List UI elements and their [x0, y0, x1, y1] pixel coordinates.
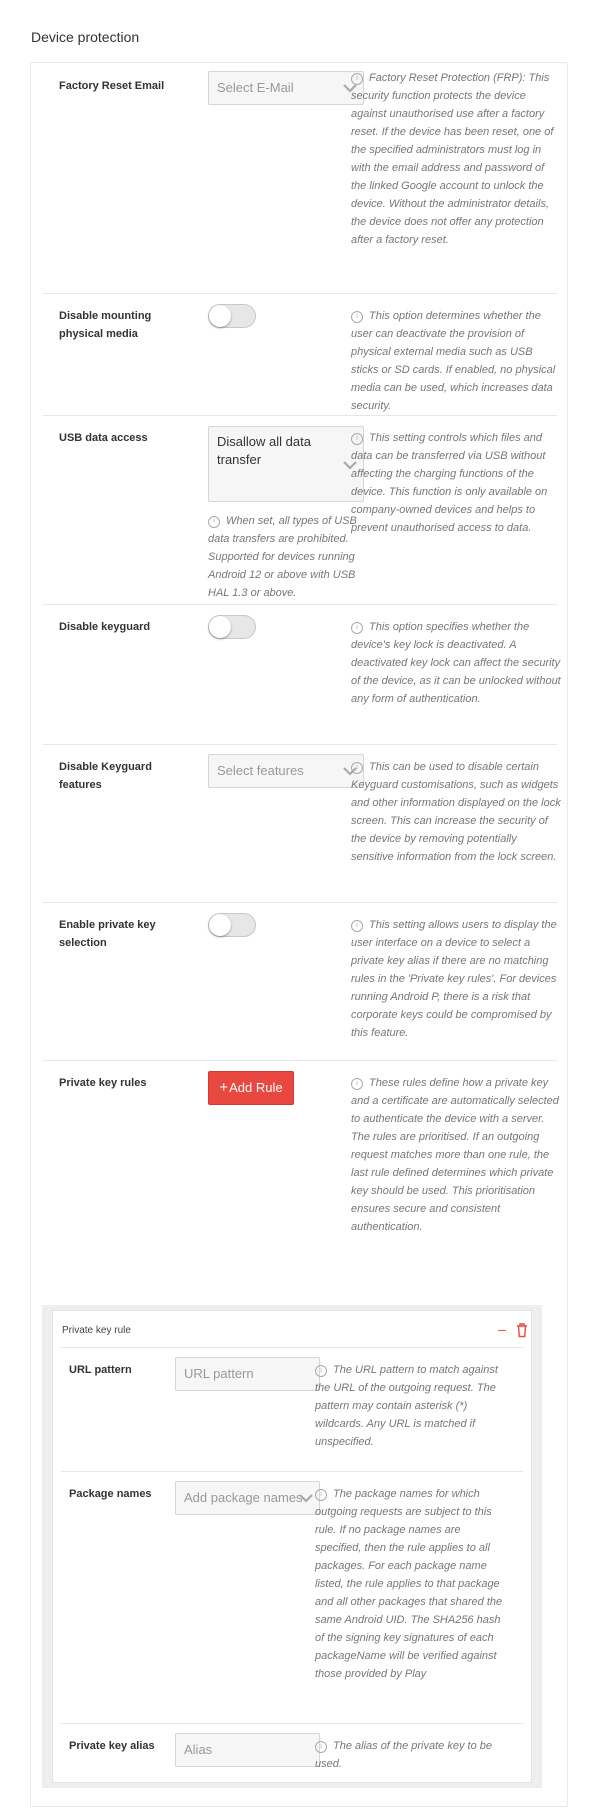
package-names-label: Package names	[69, 1488, 152, 1500]
info-icon: i	[351, 1078, 363, 1090]
disable-keyguard-label: Disable keyguard	[59, 621, 151, 633]
keyguard-features-select[interactable]	[208, 754, 364, 788]
disable-physical-media-help: i This option determines whether the user can deactivate the provision of physical external media such as USB sticks or SD cards. If enabled, no physical media can be used, which increases data security.	[351, 310, 556, 412]
info-icon: i	[351, 311, 363, 323]
add-rule-button[interactable]: +Add Rule	[208, 1071, 294, 1105]
info-icon: i	[351, 73, 363, 85]
info-icon: i	[208, 516, 220, 528]
toggle-knob	[209, 305, 231, 327]
url-pattern-label: URL pattern	[69, 1364, 132, 1376]
info-icon: i	[351, 622, 363, 634]
private-key-rule-container	[42, 1305, 542, 1788]
info-icon: i	[351, 762, 363, 774]
row-usb-data-access	[43, 416, 557, 605]
minus-icon[interactable]: –	[498, 1321, 506, 1337]
row-factory-reset-email	[43, 63, 557, 294]
info-icon: i	[315, 1489, 327, 1501]
keyguard-features-label: Disable Keyguard features	[59, 761, 152, 791]
private-key-rules-help: i These rules define how a private key and a certificate are automatically selected to authenticate the device with a server. The rules are prioritised. If an outgoing request matches more than one rule, the last rule defined determines which private key should be used. This prioritisation ensures secure and consistent authentication.	[351, 1077, 559, 1233]
info-icon: i	[315, 1365, 327, 1377]
disable-physical-media-toggle[interactable]	[208, 304, 256, 328]
usb-data-access-value: Disallow all data transfer	[217, 434, 311, 467]
row-disable-keyguard	[43, 605, 561, 745]
private-key-alias-label: Private key alias	[69, 1740, 155, 1752]
rule-row-url-pattern	[61, 1348, 523, 1472]
info-icon: i	[315, 1741, 327, 1753]
trash-icon[interactable]	[515, 1322, 529, 1338]
disable-keyguard-toggle[interactable]	[208, 615, 256, 639]
rule-row-private-key-alias	[61, 1724, 523, 1782]
usb-data-access-label: USB data access	[59, 432, 148, 444]
package-names-select[interactable]	[175, 1481, 320, 1515]
private-key-alias-help: i The alias of the private key to be used.	[315, 1740, 492, 1770]
factory-reset-email-placeholder: Select E-Mail	[217, 80, 294, 95]
url-pattern-placeholder: URL pattern	[184, 1366, 254, 1381]
row-keyguard-features	[43, 745, 561, 903]
private-key-alias-placeholder: Alias	[184, 1742, 213, 1757]
package-names-help: i The package names for which outgoing requests are subject to this rule. If no package names are specified, then the rule applies to all packages. For each package name listed, the rule applies to that package and all other packages that shared the same Android UID. The SHA256 hash of the signing key signatures of each packageName will be verified against those provided by Play	[315, 1488, 503, 1680]
usb-data-access-subhelp: i When set, all types of USB data transfers are prohibited. Supported for devices running Android 12 or above with USB HAL 1.3 or above.	[208, 515, 357, 599]
row-disable-physical-media	[43, 294, 557, 416]
disable-keyguard-help: i This option specifies whether the device's key lock is deactivated. A deactivated key lock can affect the security of the device, as it can be unlocked without any form of authentication.	[351, 621, 561, 705]
toggle-knob	[209, 616, 231, 638]
keyguard-features-placeholder: Select features	[217, 763, 304, 778]
plus-icon: +	[219, 1079, 229, 1096]
chevron-down-icon	[299, 1493, 313, 1503]
factory-reset-email-select[interactable]	[208, 71, 364, 105]
private-key-rules-label: Private key rules	[59, 1077, 147, 1089]
row-private-key-rules	[43, 1061, 557, 1271]
private-key-selection-toggle[interactable]	[208, 913, 256, 937]
private-key-rule-title: Private key rule	[62, 1325, 131, 1336]
row-private-key-selection	[43, 903, 557, 1061]
url-pattern-input[interactable]	[175, 1357, 320, 1391]
usb-data-access-help: i This setting controls which files and data can be transferred via USB without affecting the charging functions of the device. This function is only available on company-owned devices and helps to prevent unauthorised access to data.	[351, 432, 548, 534]
rule-row-package-names	[61, 1472, 523, 1724]
package-names-placeholder: Add package names	[184, 1490, 303, 1505]
usb-data-access-select[interactable]	[208, 426, 364, 502]
private-key-rule-card	[52, 1310, 532, 1783]
factory-reset-email-label: Factory Reset Email	[59, 80, 165, 92]
disable-physical-media-label: Disable mounting physical media	[59, 310, 152, 340]
private-key-selection-help: i This setting allows users to display the user interface on a device to select a private key alias if there are no matching rules in the 'Private key rules'. For devices running Android P, there is a risk that corporate keys could be compromised by this feature.	[351, 919, 557, 1039]
section-title: Device protection	[31, 29, 140, 45]
info-icon: i	[351, 433, 363, 445]
url-pattern-help: i The URL pattern to match against the URL of the outgoing request. The pattern may contain asterisk (*) wildcards. Any URL is matched if unspecified.	[315, 1364, 498, 1448]
toggle-knob	[209, 914, 231, 936]
factory-reset-email-help: i Factory Reset Protection (FRP): This security function protects the device against unauthorised use after a factory reset. If the device has been reset, one of the specified administrators must log in with the email address and password of the linked Google account to unlock the device. Without the administrator details, the device does not offer any protection after a factory reset.	[351, 72, 554, 246]
private-key-alias-input[interactable]	[175, 1733, 320, 1767]
private-key-selection-label: Enable private key selection	[59, 919, 156, 949]
info-icon: i	[351, 920, 363, 932]
keyguard-features-help: i This can be used to disable certain Keyguard customisations, such as widgets and other information displayed on the lock screen. This can increase the security of the device by removing potentially sensitive information from the lock screen.	[351, 761, 561, 863]
